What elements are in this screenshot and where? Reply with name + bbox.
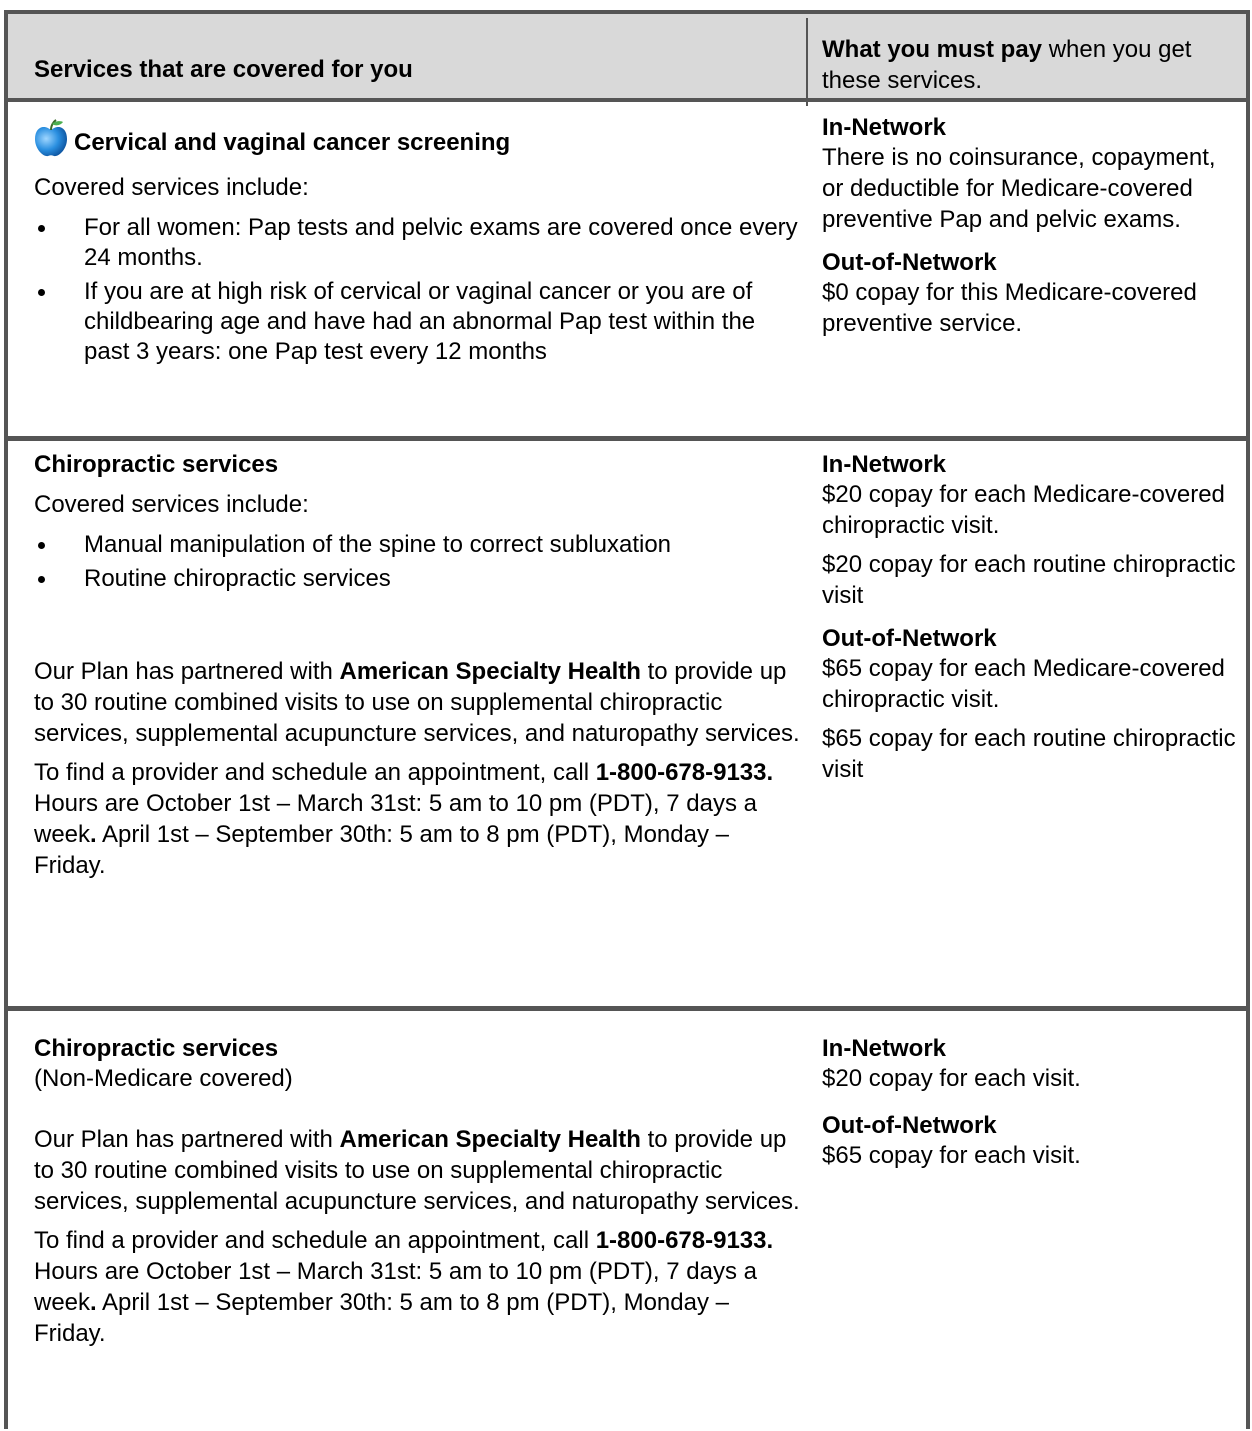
out-network-label: Out-of-Network — [822, 625, 997, 652]
chiro-nm-contact-text: To find a provider and schedule an appointment, call 1-800-678-9133. Hours are October 1st – March 31st: 5 am to 10 pm (PDT), 7 days a week. April 1st – September 30th: 5 am to 8 pm (PDT), Monday – Friday. — [34, 1227, 774, 1347]
cervical-title — [34, 118, 804, 158]
chiro-title: Chiropractic services — [34, 451, 279, 478]
chiro-bullets — [34, 530, 804, 594]
phone-number: 1-800-678-9133. — [595, 1227, 774, 1254]
phone-number: 1-800-678-9133. — [595, 759, 774, 786]
cervical-intro: Covered services include: — [34, 174, 309, 201]
partner-name: American Specialty Health — [339, 658, 641, 685]
cervical-title-text: Cervical and vaginal cancer screening — [74, 129, 511, 156]
cervical-service-cell — [34, 118, 804, 367]
cervical-payment-cell — [822, 114, 1242, 339]
in-network-label: In-Network — [822, 1035, 947, 1062]
cervical-bullets — [34, 213, 804, 367]
out-network-text: $65 copay for each visit. — [822, 1142, 1081, 1169]
chiro-intro: Covered services include: — [34, 491, 309, 518]
chiro-nm-service-cell — [34, 1035, 804, 1349]
out-network-text: $0 copay for this Medicare-covered preventive service. — [822, 279, 1197, 337]
list-item: Manual manipulation of the spine to correct subluxation — [34, 530, 804, 560]
table-row-cervical — [8, 102, 1246, 441]
out-network-text-routine: $65 copay for each routine chiropractic visit — [822, 725, 1236, 783]
chiro-contact-text: To find a provider and schedule an appointment, call 1-800-678-9133. Hours are October 1st – March 31st: 5 am to 10 pm (PDT), 7 days a week. April 1st – September 30th: 5 am to 8 pm (PDT), Monday – Friday. — [34, 759, 774, 879]
benefits-table — [4, 10, 1250, 1429]
in-network-text: $20 copay for each visit. — [822, 1065, 1081, 1092]
chiro-nm-subtitle: (Non-Medicare covered) — [34, 1065, 293, 1092]
chiro-service-cell — [34, 451, 804, 881]
in-network-label: In-Network — [822, 451, 947, 478]
chiro-nm-title: Chiropractic services — [34, 1035, 279, 1062]
header-payment-rest: when you get these services. — [822, 36, 1192, 94]
list-item: For all women: Pap tests and pelvic exams are covered once every 24 months. — [34, 213, 804, 273]
header-payment-bold: What you must pay — [822, 36, 1043, 63]
header-payment-label — [822, 34, 1242, 96]
partner-name: American Specialty Health — [339, 1126, 641, 1153]
chiro-partner-text: Our Plan has partnered with American Specialty Health to provide up to 30 routine combined visits to use on supplemental chiropractic services, supplemental acupuncture services, and naturopathy services. — [34, 658, 800, 747]
table-row-chiropractic — [8, 441, 1246, 1011]
chiro-payment-cell — [822, 451, 1242, 785]
list-item: If you are at high risk of cervical or vaginal cancer or you are of childbearing age and have had an abnormal Pap test within the past 3 years: one Pap test every 12 months — [34, 277, 804, 367]
table-row-chiropractic-non-medicare — [8, 1011, 1246, 1431]
header-divider — [806, 18, 808, 106]
list-item: Routine chiropractic services — [34, 564, 804, 594]
in-network-text-routine: $20 copay for each routine chiropractic visit — [822, 551, 1236, 609]
in-network-text: There is no coinsurance, copayment, or deductible for Medicare-covered preventive Pap and pelvic exams. — [822, 144, 1216, 233]
out-network-label: Out-of-Network — [822, 1112, 997, 1139]
chiro-nm-partner-text: Our Plan has partnered with American Specialty Health to provide up to 30 routine combined visits to use on supplemental chiropractic services, supplemental acupuncture services, and naturopathy services. — [34, 1126, 800, 1215]
out-network-text-medicare: $65 copay for each Medicare-covered chiropractic visit. — [822, 655, 1225, 713]
in-network-text-medicare: $20 copay for each Medicare-covered chiropractic visit. — [822, 481, 1225, 539]
chiro-nm-payment-cell — [822, 1035, 1242, 1171]
in-network-label: In-Network — [822, 114, 947, 141]
header-services-label: Services that are covered for you — [34, 56, 413, 83]
table-header — [8, 10, 1246, 102]
out-network-label: Out-of-Network — [822, 249, 997, 276]
apple-icon — [34, 118, 68, 158]
